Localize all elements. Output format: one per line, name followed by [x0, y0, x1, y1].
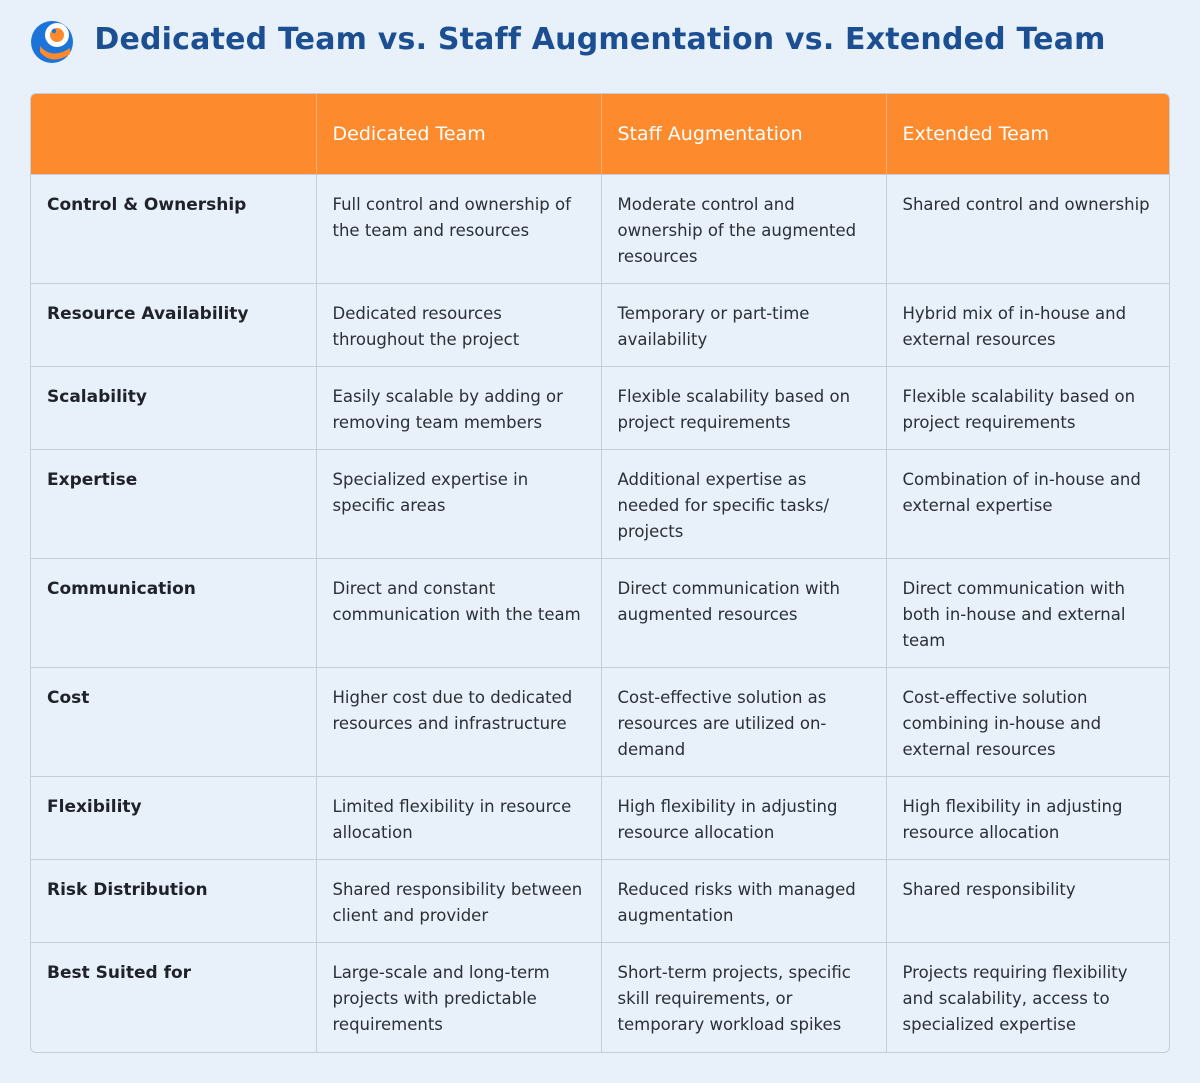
table-cell: Flexible scalability based on project requirements [601, 366, 886, 449]
table-cell: Shared responsibility between client and provider [316, 860, 601, 943]
table-cell: Combination of in-house and external expertise [886, 449, 1170, 558]
table-cell: Cost-effective solution as resources are utilized on-demand [601, 668, 886, 777]
table-cell: Moderate control and ownership of the augmented resources [601, 174, 886, 283]
table-cell: Cost-effective solution combining in-house and external resources [886, 668, 1170, 777]
table-row [31, 449, 1170, 558]
table-cell: Additional expertise as needed for specific tasks/ projects [601, 449, 886, 558]
table-row [31, 943, 1170, 1052]
table-row [31, 283, 1170, 366]
table-row [31, 174, 1170, 283]
table-row [31, 860, 1170, 943]
row-label: Communication [31, 558, 316, 667]
column-header-staff-augmentation: Staff Augmentation [601, 94, 886, 174]
table-cell: High flexibility in adjusting resource allocation [601, 777, 886, 860]
row-label: Resource Availability [31, 283, 316, 366]
row-label: Risk Distribution [31, 860, 316, 943]
table-cell: High flexibility in adjusting resource allocation [886, 777, 1170, 860]
row-label: Best Suited for [31, 943, 316, 1052]
column-header-dedicated-team: Dedicated Team [316, 94, 601, 174]
table-header-row [31, 94, 1170, 174]
table-cell: Shared responsibility [886, 860, 1170, 943]
table-cell: Higher cost due to dedicated resources and infrastructure [316, 668, 601, 777]
row-label: Control & Ownership [31, 174, 316, 283]
table-cell: Large-scale and long-term projects with predictable requirements [316, 943, 601, 1052]
table-cell: Short-term projects, specific skill requirements, or temporary workload spikes [601, 943, 886, 1052]
row-label: Flexibility [31, 777, 316, 860]
row-label: Scalability [31, 366, 316, 449]
table-row [31, 366, 1170, 449]
table-cell: Easily scalable by adding or removing team members [316, 366, 601, 449]
table-cell: Specialized expertise in specific areas [316, 449, 601, 558]
table-cell: Direct and constant communication with the team [316, 558, 601, 667]
table-cell: Hybrid mix of in-house and external resources [886, 283, 1170, 366]
table-cell: Projects requiring flexibility and scalability, access to specialized expertise [886, 943, 1170, 1052]
table-cell: Flexible scalability based on project requirements [886, 366, 1170, 449]
table-cell: Temporary or part-time availability [601, 283, 886, 366]
table-cell: Direct communication with augmented resources [601, 558, 886, 667]
table-cell: Limited flexibility in resource allocation [316, 777, 601, 860]
table-cell: Direct communication with both in-house and external team [886, 558, 1170, 667]
table-cell: Shared control and ownership [886, 174, 1170, 283]
table-cell: Full control and ownership of the team and resources [316, 174, 601, 283]
table-row [31, 558, 1170, 667]
row-label: Cost [31, 668, 316, 777]
row-label: Expertise [31, 449, 316, 558]
page-title: Dedicated Team vs. Staff Augmentation vs. Extended Team [94, 22, 1106, 57]
table-cell: Reduced risks with managed augmentation [601, 860, 886, 943]
table-cell: Dedicated resources throughout the project [316, 283, 601, 366]
table-row [31, 777, 1170, 860]
column-header-extended-team: Extended Team [886, 94, 1170, 174]
comparison-table [30, 93, 1170, 1053]
table-row [31, 668, 1170, 777]
column-header-empty [31, 94, 316, 174]
